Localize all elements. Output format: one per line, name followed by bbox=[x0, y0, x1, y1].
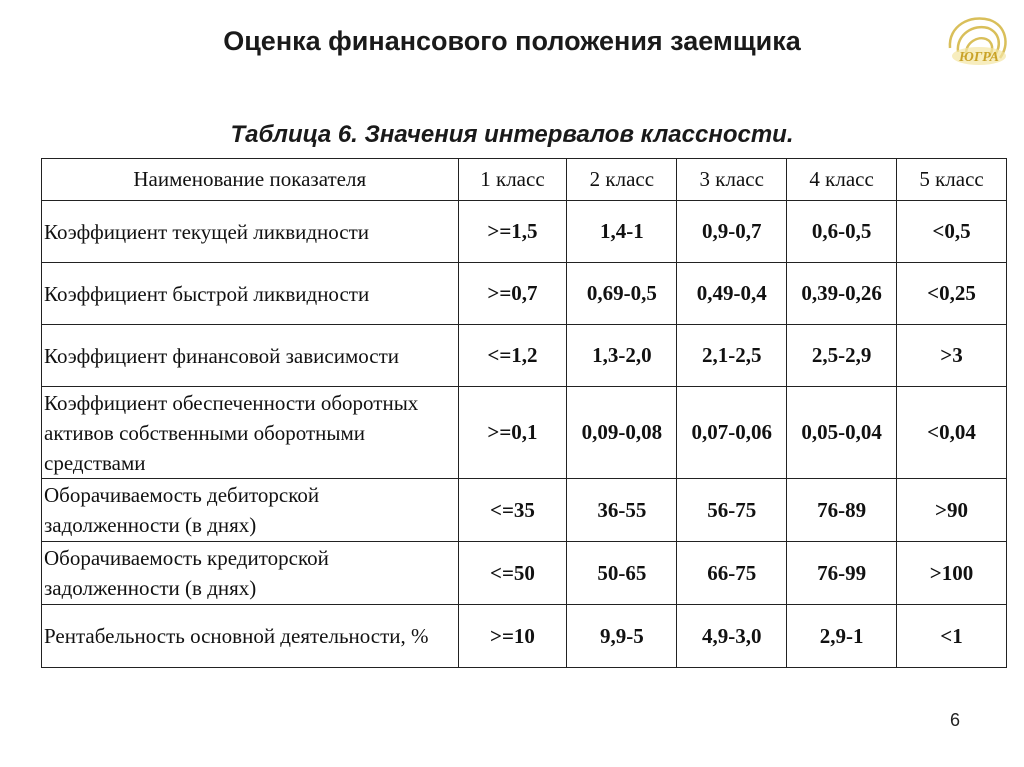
table-row bbox=[42, 201, 1007, 263]
class-1-value: <=35 bbox=[458, 479, 567, 542]
class-5-value: <0,04 bbox=[897, 387, 1007, 479]
header-class-5: 5 класс bbox=[897, 159, 1007, 201]
class-5-value: >90 bbox=[897, 479, 1007, 542]
page-number: 6 bbox=[950, 710, 961, 730]
class-4-value: 0,39-0,26 bbox=[787, 263, 897, 325]
indicator-name: Оборачиваемость кредиторской задолженности (в днях) bbox=[42, 542, 459, 605]
class-2-value: 1,4-1 bbox=[567, 201, 677, 263]
indicator-name: Коэффициент текущей ликвидности bbox=[42, 201, 459, 263]
class-5-value: <1 bbox=[897, 605, 1007, 668]
table-row bbox=[42, 542, 1007, 605]
class-3-value: 56-75 bbox=[677, 479, 787, 542]
header-class-2: 2 класс bbox=[567, 159, 677, 201]
class-3-value: 2,1-2,5 bbox=[677, 325, 787, 387]
class-2-value: 0,09-0,08 bbox=[567, 387, 677, 479]
table-row bbox=[42, 605, 1007, 668]
class-4-value: 76-99 bbox=[787, 542, 897, 605]
class-4-value: 0,05-0,04 bbox=[787, 387, 897, 479]
class-2-value: 1,3-2,0 bbox=[567, 325, 677, 387]
class-2-value: 36-55 bbox=[567, 479, 677, 542]
class-5-value: <0,25 bbox=[897, 263, 1007, 325]
class-intervals-table bbox=[41, 158, 1007, 668]
class-4-value: 76-89 bbox=[787, 479, 897, 542]
table-row bbox=[42, 479, 1007, 542]
table-row bbox=[42, 263, 1007, 325]
header-indicator-name: Наименование показателя bbox=[42, 159, 459, 201]
slide-title: Оценка финансового положения заемщика bbox=[223, 26, 801, 56]
class-1-value: >=0,7 bbox=[458, 263, 567, 325]
class-5-value: <0,5 bbox=[897, 201, 1007, 263]
class-1-value: >=0,1 bbox=[458, 387, 567, 479]
table-header-row bbox=[42, 159, 1007, 201]
class-1-value: >=10 bbox=[458, 605, 567, 668]
table-caption: Таблица 6. Значения интервалов классности. bbox=[230, 121, 794, 148]
class-5-value: >3 bbox=[897, 325, 1007, 387]
class-2-value: 0,69-0,5 bbox=[567, 263, 677, 325]
header-class-3: 3 класс bbox=[677, 159, 787, 201]
indicator-name: Коэффициент быстрой ликвидности bbox=[42, 263, 459, 325]
indicator-name: Рентабельность основной деятельности, % bbox=[42, 605, 459, 668]
class-2-value: 50-65 bbox=[567, 542, 677, 605]
table-row bbox=[42, 387, 1007, 479]
class-5-value: >100 bbox=[897, 542, 1007, 605]
header-class-1: 1 класс bbox=[458, 159, 567, 201]
indicator-name: Коэффициент обеспеченности оборотных активов собственными оборотными средствами bbox=[42, 387, 459, 479]
class-4-value: 2,9-1 bbox=[787, 605, 897, 668]
class-4-value: 0,6-0,5 bbox=[787, 201, 897, 263]
class-3-value: 4,9-3,0 bbox=[677, 605, 787, 668]
header-class-4: 4 класс bbox=[787, 159, 897, 201]
logo-text: ЮГРА bbox=[959, 50, 999, 65]
class-1-value: >=1,5 bbox=[458, 201, 567, 263]
logo bbox=[940, 8, 1018, 80]
table-row bbox=[42, 325, 1007, 387]
class-3-value: 0,07-0,06 bbox=[677, 387, 787, 479]
indicator-name: Оборачиваемость дебиторской задолженности (в днях) bbox=[42, 479, 459, 542]
class-2-value: 9,9-5 bbox=[567, 605, 677, 668]
class-1-value: <=1,2 bbox=[458, 325, 567, 387]
class-3-value: 66-75 bbox=[677, 542, 787, 605]
class-3-value: 0,9-0,7 bbox=[677, 201, 787, 263]
indicator-name: Коэффициент финансовой зависимости bbox=[42, 325, 459, 387]
class-1-value: <=50 bbox=[458, 542, 567, 605]
class-4-value: 2,5-2,9 bbox=[787, 325, 897, 387]
class-3-value: 0,49-0,4 bbox=[677, 263, 787, 325]
